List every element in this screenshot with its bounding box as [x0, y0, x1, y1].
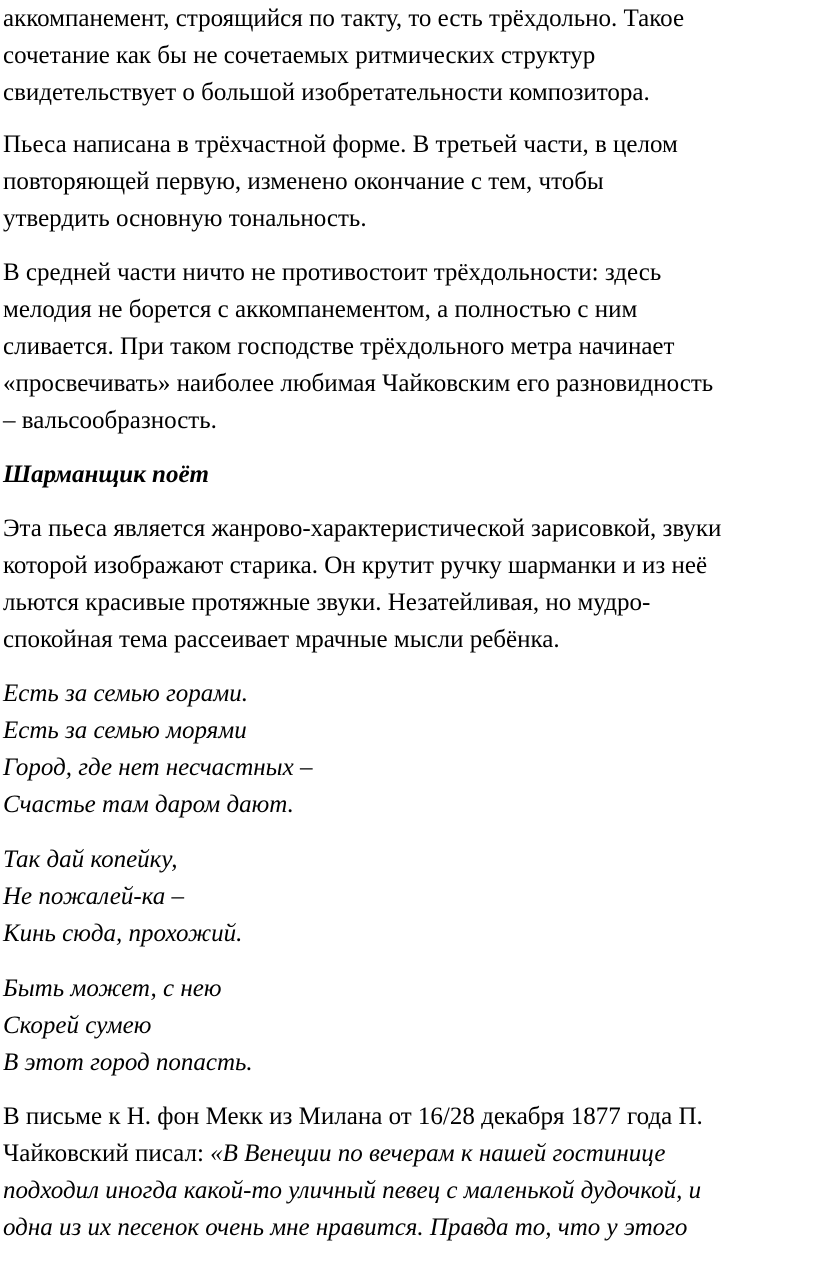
poem-line: Есть за семью морями: [3, 717, 247, 744]
quote-line: подходил иногда какой-то уличный певец с маленькой дудочкой, и: [3, 1177, 702, 1204]
quote-line: одна из их песенок очень мне нравится. Правда то, что у этого: [3, 1214, 688, 1241]
poem-stanza-2: [3, 841, 808, 952]
paragraph-2: [3, 126, 808, 237]
text-line: свидетельствует о большой изобретательности композитора.: [3, 79, 650, 106]
poem-line: Так дай копейку,: [3, 846, 178, 873]
poem-line: В этот город попасть.: [3, 1049, 253, 1076]
text-line: – вальсообразность.: [3, 407, 217, 434]
text-line: В средней части ничто не противостоит трёхдольности: здесь: [3, 259, 662, 286]
paragraph-3: [3, 254, 808, 439]
poem-line: Быть может, с нею: [3, 975, 222, 1002]
text-line: [3, 1135, 808, 1172]
paragraph-1: [3, 0, 808, 111]
text-line: сливается. При таком господстве трёхдольного метра начинает: [3, 333, 675, 360]
text-line: утвердить основную тональность.: [3, 205, 367, 232]
text-plain: Чайковский писал:: [3, 1140, 211, 1167]
poem-line: Скорей сумею: [3, 1012, 152, 1039]
text-line: В письме к Н. фон Мекк из Милана от 16/28 декабря 1877 года П.: [3, 1103, 703, 1130]
poem-stanza-3: [3, 970, 808, 1081]
text-line: повторяющей первую, изменено окончание с тем, чтобы: [3, 168, 604, 195]
text-line: мелодия не борется с аккомпанементом, а полностью с ним: [3, 296, 638, 323]
text-line: льются красивые протяжные звуки. Незатейливая, но мудро-: [3, 589, 651, 616]
poem-line: Город, где нет несчастных –: [3, 754, 313, 781]
poem-stanza-1: [3, 675, 808, 823]
poem-line: Есть за семью горами.: [3, 680, 248, 707]
text-line: Эта пьеса является жанрово-характеристической зарисовкой, звуки: [3, 515, 722, 542]
poem-line: Не пожалей-ка –: [3, 883, 184, 910]
section-heading: Шарманщик поёт: [3, 461, 210, 488]
paragraph-5: [3, 1098, 808, 1246]
poem-line: Счастье там даром дают.: [3, 791, 294, 818]
text-line: которой изображают старика. Он крутит ручку шарманки и из неё: [3, 552, 708, 579]
text-line: «просвечивать» наиболее любимая Чайковским его разновидность: [3, 370, 714, 397]
quote-italic: «В Венеции по вечерам к нашей гостинице: [210, 1140, 666, 1167]
poem-line: Кинь сюда, прохожий.: [3, 920, 243, 947]
text-line: сочетание как бы не сочетаемых ритмических структур: [3, 42, 596, 69]
text-line: Пьеса написана в трёхчастной форме. В третьей части, в целом: [3, 131, 678, 158]
paragraph-4: [3, 510, 808, 658]
text-line: аккомпанемент, строящийся по такту, то есть трёхдольно. Такое: [3, 5, 685, 32]
text-line: спокойная тема рассеивает мрачные мысли ребёнка.: [3, 626, 560, 653]
